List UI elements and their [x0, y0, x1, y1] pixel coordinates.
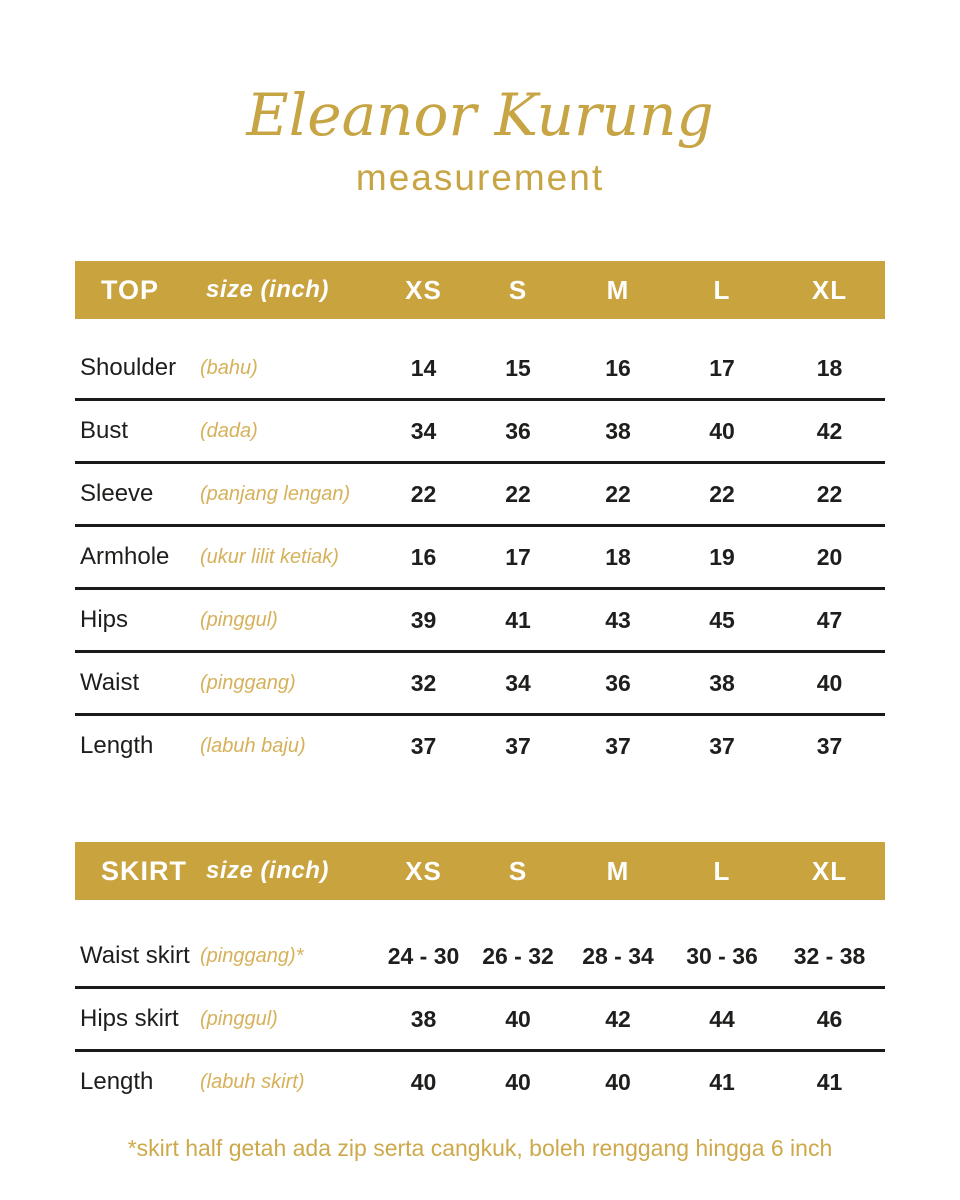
row-label: Length	[80, 1068, 154, 1095]
size-value-m: 37	[605, 732, 631, 759]
size-value-s: 15	[505, 354, 531, 381]
size-column-header-m: M	[606, 274, 630, 305]
measurement-row-hips-skirt	[75, 989, 885, 1052]
skirt-table-rows	[75, 926, 885, 1112]
size-value-m: 36	[605, 669, 631, 696]
row-translation: (dada)	[200, 419, 258, 442]
size-column-header-m: M	[606, 855, 630, 886]
size-column-header-l: L	[713, 855, 731, 886]
measurement-row-waist	[75, 653, 885, 716]
size-value-xl: 32 - 38	[793, 942, 866, 969]
size-value-s: 40	[505, 1005, 531, 1032]
size-value-xl: 42	[816, 417, 843, 444]
size-value-l: 30 - 36	[686, 942, 758, 969]
size-unit-label: size (inch)	[206, 857, 329, 884]
size-value-xl: 20	[816, 543, 843, 570]
size-value-xs: 16	[410, 543, 437, 570]
size-value-m: 40	[605, 1068, 631, 1095]
top-table-rows	[75, 338, 885, 776]
measurement-row-sleeve	[75, 464, 885, 527]
size-value-m: 18	[605, 543, 631, 570]
size-value-l: 45	[709, 606, 735, 633]
size-value-xs: 40	[410, 1068, 437, 1095]
size-value-xs: 37	[410, 732, 437, 759]
size-value-xl: 37	[816, 732, 843, 759]
size-value-s: 34	[505, 669, 531, 696]
size-value-xl: 22	[816, 480, 843, 507]
size-value-s: 22	[505, 480, 531, 507]
size-value-s: 41	[505, 606, 531, 633]
row-translation: (pinggul)	[200, 1007, 278, 1030]
row-translation: (labuh skirt)	[200, 1070, 305, 1093]
measurement-row-shoulder	[75, 338, 885, 401]
size-value-xl: 46	[816, 1005, 843, 1032]
top-size-table	[75, 261, 885, 776]
size-value-m: 16	[605, 354, 631, 381]
measurement-row-waist-skirt	[75, 926, 885, 989]
size-value-xl: 18	[816, 354, 843, 381]
row-label: Waist	[80, 669, 140, 696]
size-value-l: 41	[709, 1068, 735, 1095]
page-title: Eleanor Kurung	[246, 81, 714, 149]
size-value-m: 43	[605, 606, 631, 633]
measurement-row-hips	[75, 590, 885, 653]
size-column-header-l: L	[713, 274, 731, 305]
size-value-xs: 32	[410, 669, 437, 696]
size-value-l: 17	[709, 354, 735, 381]
size-value-s: 26 - 32	[482, 942, 554, 969]
size-unit-label: size (inch)	[206, 276, 329, 303]
size-value-xl: 40	[816, 669, 843, 696]
row-label: Shoulder	[80, 354, 177, 381]
size-value-l: 37	[709, 732, 735, 759]
row-translation: (labuh baju)	[200, 734, 306, 757]
size-value-l: 44	[709, 1005, 735, 1032]
size-value-l: 19	[709, 543, 735, 570]
size-value-m: 28 - 34	[582, 942, 654, 969]
table-name-label: TOP	[101, 274, 160, 305]
size-column-header-s: S	[508, 274, 528, 305]
table-name-label: SKIRT	[101, 855, 187, 886]
row-translation: (pinggul)	[200, 608, 278, 631]
size-column-header-xs: XS	[405, 274, 442, 305]
size-value-s: 37	[505, 732, 531, 759]
top-table-header-bar	[75, 261, 885, 319]
measurement-row-length-top	[75, 716, 885, 776]
size-value-l: 38	[709, 669, 735, 696]
size-value-l: 22	[709, 480, 735, 507]
measurement-row-armhole	[75, 527, 885, 590]
footnote-text: *skirt half getah ada zip serta cangkuk, boleh renggang hingga 6 inch	[127, 1135, 833, 1161]
size-value-m: 42	[605, 1005, 631, 1032]
page-subtitle: measurement	[355, 157, 605, 198]
size-value-xs: 22	[410, 480, 437, 507]
skirt-table-header-bar	[75, 842, 885, 900]
measurement-row-bust	[75, 401, 885, 464]
size-column-header-xl: XL	[811, 274, 848, 305]
row-translation: (ukur lilit ketiak)	[200, 545, 339, 568]
size-value-xs: 14	[410, 354, 437, 381]
row-translation: (pinggang)*	[200, 944, 304, 967]
skirt-size-table	[75, 842, 885, 1112]
size-column-header-xs: XS	[405, 855, 442, 886]
measurement-row-length-skirt	[75, 1052, 885, 1112]
row-translation: (panjang lengan)	[200, 482, 351, 505]
row-translation: (pinggang)	[200, 671, 296, 694]
size-column-header-xl: XL	[811, 855, 848, 886]
size-value-m: 22	[605, 480, 631, 507]
row-label: Length	[80, 732, 154, 759]
row-label: Hips	[80, 606, 129, 633]
size-value-xs: 38	[410, 1005, 437, 1032]
size-value-m: 38	[605, 417, 631, 444]
size-value-xl: 41	[816, 1068, 843, 1095]
row-label: Bust	[80, 417, 129, 444]
size-value-xl: 47	[816, 606, 843, 633]
row-label: Sleeve	[80, 480, 154, 507]
row-label: Hips skirt	[80, 1005, 179, 1032]
row-translation: (bahu)	[200, 356, 258, 379]
size-value-xs: 34	[410, 417, 437, 444]
size-column-header-s: S	[508, 855, 528, 886]
size-value-xs: 24 - 30	[387, 942, 460, 969]
size-value-s: 40	[505, 1068, 531, 1095]
row-label: Waist skirt	[80, 942, 190, 969]
row-label: Armhole	[80, 543, 170, 570]
size-value-s: 17	[505, 543, 531, 570]
size-value-s: 36	[505, 417, 531, 444]
size-value-xs: 39	[410, 606, 437, 633]
size-value-l: 40	[709, 417, 735, 444]
